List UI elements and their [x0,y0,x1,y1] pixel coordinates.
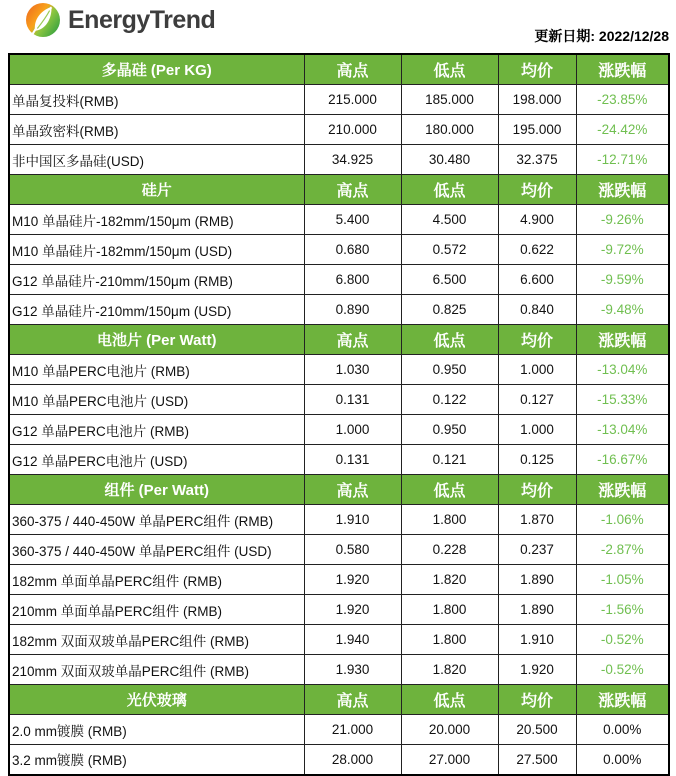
low-value: 0.950 [401,415,498,445]
column-header: 高点 [304,475,401,505]
high-value: 34.925 [304,145,401,175]
low-value: 0.228 [401,535,498,565]
section-header-row [9,475,669,505]
product-label: G12 单晶硅片-210mm/150μm (RMB) [9,265,304,295]
change-value: -9.48% [576,295,669,325]
change-value: -0.52% [576,655,669,685]
table-row [9,85,669,115]
product-label: M10 单晶PERC电池片 (USD) [9,385,304,415]
column-header: 均价 [498,475,576,505]
table-row [9,565,669,595]
update-date-value: 2022/12/28 [598,28,669,44]
product-label: 210mm 双面双玻单晶PERC组件 (RMB) [9,655,304,685]
high-value: 6.800 [304,265,401,295]
section-title: 光伏玻璃 [9,685,304,715]
high-value: 215.000 [304,85,401,115]
low-value: 0.121 [401,445,498,475]
change-value: -9.59% [576,265,669,295]
section-title: 多晶硅 (Per KG) [9,54,304,85]
update-date [534,26,669,46]
column-header: 均价 [498,54,576,85]
change-value: -13.04% [576,355,669,385]
change-value: -16.67% [576,445,669,475]
table-row [9,625,669,655]
column-header: 涨跌幅 [576,175,669,205]
table-row [9,145,669,175]
high-value: 1.000 [304,415,401,445]
change-value: -12.71% [576,145,669,175]
table-row [9,385,669,415]
brand-name: EnergyTrend [68,5,216,34]
section-header-row [9,325,669,355]
column-header: 低点 [401,475,498,505]
low-value: 1.820 [401,565,498,595]
product-label: G12 单晶PERC电池片 (USD) [9,445,304,475]
table-row [9,415,669,445]
column-header: 涨跌幅 [576,475,669,505]
energytrend-logo [26,3,215,37]
change-value: -0.52% [576,625,669,655]
avg-value: 198.000 [498,85,576,115]
change-value: -13.04% [576,415,669,445]
high-value: 0.580 [304,535,401,565]
product-label: 182mm 单面单晶PERC组件 (RMB) [9,565,304,595]
low-value: 180.000 [401,115,498,145]
avg-value: 0.237 [498,535,576,565]
avg-value: 195.000 [498,115,576,145]
table-row [9,355,669,385]
avg-value: 0.840 [498,295,576,325]
energytrend-leaf-icon [26,3,60,37]
column-header: 均价 [498,175,576,205]
section-title: 硅片 [9,175,304,205]
low-value: 6.500 [401,265,498,295]
high-value: 1.920 [304,595,401,625]
product-label: 360-375 / 440-450W 单晶PERC组件 (USD) [9,535,304,565]
table-row [9,595,669,625]
column-header: 涨跌幅 [576,54,669,85]
avg-value: 32.375 [498,145,576,175]
avg-value: 6.600 [498,265,576,295]
table-row [9,115,669,145]
high-value: 0.131 [304,385,401,415]
avg-value: 27.500 [498,745,576,775]
column-header: 高点 [304,325,401,355]
change-value: -1.06% [576,505,669,535]
high-value: 0.890 [304,295,401,325]
high-value: 28.000 [304,745,401,775]
avg-value: 0.622 [498,235,576,265]
change-value: -15.33% [576,385,669,415]
low-value: 1.800 [401,595,498,625]
product-label: 2.0 mm镀膜 (RMB) [9,715,304,745]
avg-value: 1.000 [498,355,576,385]
table-row [9,715,669,745]
high-value: 1.920 [304,565,401,595]
column-header: 低点 [401,54,498,85]
product-label: M10 单晶PERC电池片 (RMB) [9,355,304,385]
column-header: 低点 [401,685,498,715]
avg-value: 1.870 [498,505,576,535]
change-value: 0.00% [576,745,669,775]
low-value: 4.500 [401,205,498,235]
table-row [9,745,669,775]
change-value: -9.72% [576,235,669,265]
high-value: 21.000 [304,715,401,745]
topbar [0,0,676,53]
column-header: 低点 [401,175,498,205]
low-value: 1.820 [401,655,498,685]
table-row [9,265,669,295]
product-label: G12 单晶PERC电池片 (RMB) [9,415,304,445]
product-label: 210mm 单面单晶PERC组件 (RMB) [9,595,304,625]
change-value: -23.85% [576,85,669,115]
high-value: 1.910 [304,505,401,535]
product-label: 单晶致密料(RMB) [9,115,304,145]
product-label: 3.2 mm镀膜 (RMB) [9,745,304,775]
avg-value: 4.900 [498,205,576,235]
product-label: M10 单晶硅片-182mm/150μm (RMB) [9,205,304,235]
change-value: -1.56% [576,595,669,625]
low-value: 0.122 [401,385,498,415]
high-value: 5.400 [304,205,401,235]
column-header: 涨跌幅 [576,685,669,715]
avg-value: 0.125 [498,445,576,475]
avg-value: 1.000 [498,415,576,445]
low-value: 0.825 [401,295,498,325]
column-header: 高点 [304,175,401,205]
low-value: 20.000 [401,715,498,745]
change-value: -2.87% [576,535,669,565]
section-title: 组件 (Per Watt) [9,475,304,505]
high-value: 1.940 [304,625,401,655]
change-value: 0.00% [576,715,669,745]
section-title: 电池片 (Per Watt) [9,325,304,355]
high-value: 1.030 [304,355,401,385]
low-value: 0.572 [401,235,498,265]
low-value: 1.800 [401,625,498,655]
avg-value: 1.890 [498,565,576,595]
change-value: -24.42% [576,115,669,145]
column-header: 涨跌幅 [576,325,669,355]
avg-value: 1.920 [498,655,576,685]
change-value: -1.05% [576,565,669,595]
update-date-label: 更新日期: [534,28,596,44]
avg-value: 20.500 [498,715,576,745]
high-value: 0.131 [304,445,401,475]
low-value: 1.800 [401,505,498,535]
low-value: 30.480 [401,145,498,175]
low-value: 27.000 [401,745,498,775]
column-header: 高点 [304,685,401,715]
table-row [9,535,669,565]
avg-value: 0.127 [498,385,576,415]
price-table [8,53,670,776]
section-header-row [9,175,669,205]
table-row [9,505,669,535]
column-header: 均价 [498,685,576,715]
column-header: 均价 [498,325,576,355]
high-value: 0.680 [304,235,401,265]
high-value: 210.000 [304,115,401,145]
price-table-body [9,54,669,775]
product-label: G12 单晶硅片-210mm/150μm (USD) [9,295,304,325]
change-value: -9.26% [576,205,669,235]
product-label: M10 单晶硅片-182mm/150μm (USD) [9,235,304,265]
product-label: 360-375 / 440-450W 单晶PERC组件 (RMB) [9,505,304,535]
product-label: 非中国区多晶硅(USD) [9,145,304,175]
column-header: 低点 [401,325,498,355]
table-row [9,295,669,325]
column-header: 高点 [304,54,401,85]
section-header-row [9,685,669,715]
low-value: 185.000 [401,85,498,115]
product-label: 182mm 双面双玻单晶PERC组件 (RMB) [9,625,304,655]
table-row [9,205,669,235]
avg-value: 1.890 [498,595,576,625]
table-row [9,655,669,685]
table-row [9,445,669,475]
product-label: 单晶复投料(RMB) [9,85,304,115]
section-header-row [9,54,669,85]
low-value: 0.950 [401,355,498,385]
avg-value: 1.910 [498,625,576,655]
table-row [9,235,669,265]
high-value: 1.930 [304,655,401,685]
